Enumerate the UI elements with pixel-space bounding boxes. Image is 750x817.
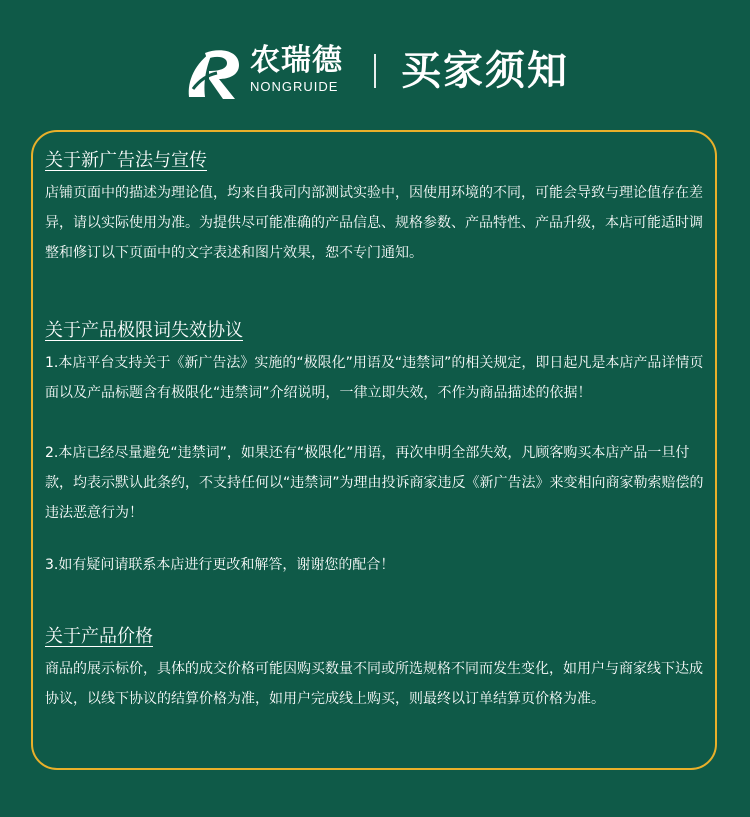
section-title-restricted-words: 关于产品极限词失效协议 <box>45 320 243 341</box>
section-body-advertising-law: 店铺页面中的描述为理论值，均来自我司内部测试实验中，因使用环境的不同，可能会导致与理论值存在差异，请以实际使用为准。为提供尽可能准确的产品信息、规格参数、产品特性、产品升级，本店可能适时调整和修订以下页面中的文字表述和图片效果，恕不专门通知。 <box>45 185 703 261</box>
header-divider <box>374 54 376 88</box>
section-title-advertising-law: 关于新广告法与宣传 <box>45 150 207 171</box>
section-body-restricted-words-1: 1.本店平台支持关于《新广告法》实施的“极限化”用语及“违禁词”的相关规定，即日起凡是本店产品详情页面以及产品标题含有极限化“违禁词”介绍说明，一律立即失效，不作为商品描述的依据！ <box>45 355 704 401</box>
page-title: 买家须知 <box>401 48 569 94</box>
leaf-r-logo-icon <box>183 41 245 105</box>
header <box>0 0 750 130</box>
brand-name-cn: 农瑞德 <box>250 43 343 78</box>
section-title-pricing: 关于产品价格 <box>45 626 153 647</box>
section-body-restricted-words-3: 3.如有疑问请联系本店进行更改和解答，谢谢您的配合！ <box>45 557 395 573</box>
brand-name-en: NONGRUIDE <box>250 79 339 94</box>
section-body-pricing: 商品的展示标价，具体的成交价格可能因购买数量不同或所选规格不同而发生变化，如用户与商家线下达成协议，以线下协议的结算价格为准，如用户完成线上购买，则最终以订单结算页价格为准。 <box>45 661 703 707</box>
section-body-restricted-words-2: 2.本店已经尽量避免“违禁词”，如果还有“极限化”用语，再次申明全部失效，凡顾客购买本店产品一旦付款，均表示默认此条约，不支持任何以“违禁词”为理由投诉商家违反《新广告法》来变相向商家勒索赔偿的违法恶意行为！ <box>45 445 704 521</box>
